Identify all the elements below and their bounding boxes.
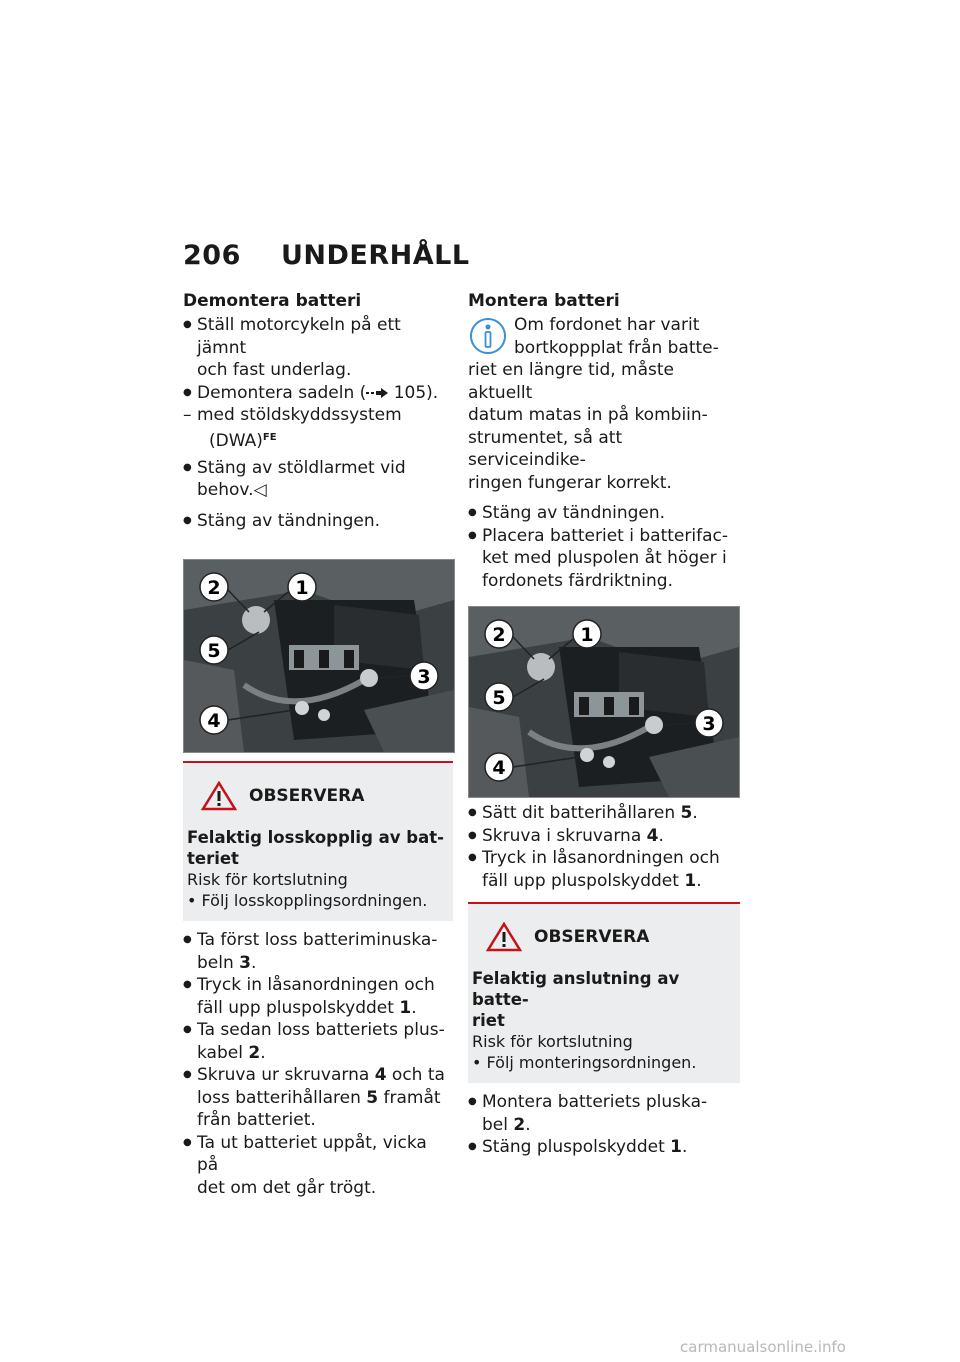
- warning-action: • Följ losskopplingsordningen.: [187, 891, 428, 911]
- list-item: ● Ta sedan loss batteriets plus- kabel 2.: [183, 1019, 453, 1064]
- page-number: 206: [183, 240, 241, 271]
- arrow-ref-icon: [366, 383, 388, 403]
- warning-subtitle: Felaktig losskopplig av bat- teriet: [187, 828, 444, 869]
- step-list: [183, 929, 453, 1199]
- warning-title: OBSERVERA: [249, 785, 365, 806]
- warning-triangle-icon: [201, 781, 237, 811]
- photo-label-5: 5: [207, 640, 221, 663]
- photo-label-2: 2: [207, 577, 221, 600]
- heading-install-battery: Montera batteri: [468, 291, 620, 311]
- list-item: ● Ta först loss batteriminuska- beln 3.: [183, 929, 453, 974]
- list-item: ● Skruva i skruvarna 4.: [468, 825, 740, 848]
- list-item: ● Demontera sadeln ( 105).: [183, 382, 453, 405]
- info-note: Om fordonet har varit bortkoppplat från batte-: [468, 314, 740, 359]
- list-item: ● Placera batteriet i batterifac- ket med pluspolen åt höger i fordonets färdriktning.: [468, 525, 740, 593]
- warning-risk: Risk för kortslutning: [187, 870, 348, 890]
- step-list: [468, 1091, 740, 1159]
- left-column: [183, 290, 453, 1199]
- warning-title: OBSERVERA: [534, 926, 650, 947]
- battery-photo: [183, 559, 455, 753]
- photo-label-5: 5: [492, 687, 506, 709]
- list-item: ● Stäng pluspolskyddet 1.: [468, 1136, 740, 1159]
- photo-label-3: 3: [702, 713, 716, 735]
- info-text: riet en längre tid, måste aktuellt datum matas in på kombiin- strumentet, så att serviceindike- ringen fungerar korrekt.: [468, 360, 708, 493]
- list-item: ● Stäng av tändningen.: [468, 502, 740, 525]
- list-item: ● Ta ut batteriet uppåt, vicka på det om det går trögt.: [183, 1132, 453, 1200]
- warning-box: [183, 761, 453, 921]
- step-list: [183, 314, 453, 532]
- list-item: ● Sätt dit batterihållaren 5.: [468, 802, 740, 825]
- photo-label-1: 1: [295, 577, 309, 600]
- list-item: ● Montera batteriets pluska- bel 2.: [468, 1091, 740, 1136]
- battery-photo: [468, 606, 740, 798]
- photo-label-4: 4: [207, 710, 221, 733]
- heading-remove-battery: Demontera batteri: [183, 291, 362, 311]
- photo-label-3: 3: [417, 666, 431, 689]
- photo-label-4: 4: [492, 757, 506, 779]
- photo-label-2: 2: [492, 624, 506, 646]
- page-header: [183, 240, 470, 271]
- section-title: UNDERHÅLL: [281, 240, 470, 271]
- list-item: ● Ställ motorcykeln på ett jämnt och fast underlag.: [183, 314, 453, 382]
- list-item: ● Stäng av tändningen.: [183, 510, 453, 533]
- warning-box: [468, 902, 740, 1083]
- right-column: [468, 290, 740, 1159]
- watermark: carmanualsonline.info: [680, 1338, 846, 1356]
- info-icon: [468, 316, 508, 356]
- step-list: [468, 502, 740, 592]
- list-item: – med stöldskyddssystem (DWA)$^{FE}$: [183, 404, 453, 453]
- warning-action: • Följ monteringsordningen.: [472, 1053, 697, 1072]
- end-mark-icon: ◁: [253, 480, 267, 501]
- photo-label-1: 1: [580, 624, 594, 646]
- step-list: [468, 802, 740, 892]
- list-item: ● Stäng av stöldlarmet vid behov.◁: [183, 457, 453, 502]
- warning-risk: Risk för kortslutning: [472, 1032, 633, 1051]
- list-item: ● Skruva ur skruvarna 4 och ta loss batterihållaren 5 framåt från batteriet.: [183, 1064, 453, 1132]
- list-item: ● Tryck in låsanordningen och fäll upp pluspolskyddet 1.: [468, 847, 740, 892]
- warning-subtitle: Felaktig anslutning av batte- riet: [472, 969, 680, 1030]
- list-item: ● Tryck in låsanordningen och fäll upp pluspolskyddet 1.: [183, 974, 453, 1019]
- warning-triangle-icon: [486, 922, 522, 952]
